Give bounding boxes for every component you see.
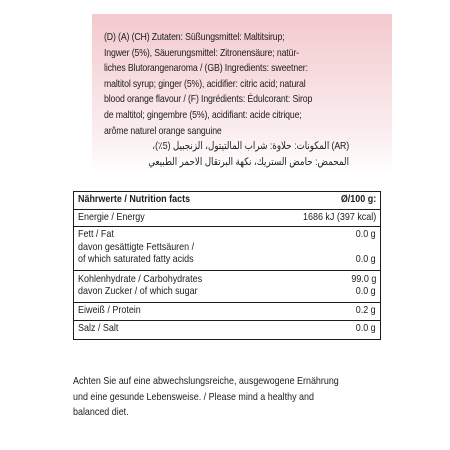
nutrition-line	[74, 286, 380, 299]
nutrition-line	[74, 242, 380, 255]
nutrition-row	[74, 320, 380, 339]
nutrient-label: Kohlenhydrate / Carbohydrates	[78, 273, 203, 285]
nutrition-line	[74, 305, 380, 318]
ingredients-line: maltitol syrup; ginger (5%), acidifier: citric acid; natural	[104, 78, 306, 90]
diet-advice-line: und eine gesunde Lebensweise. / Please mind a healthy and	[73, 391, 314, 403]
nutrition-line	[74, 194, 380, 207]
ingredients-line: blood orange flavour / (F) Ingrédients: Édulcorant: Sirop	[104, 94, 313, 106]
nutrition-line	[74, 212, 380, 225]
nutrition-row	[74, 270, 380, 302]
ingredients-block	[104, 30, 349, 170]
nutrition-row	[74, 209, 380, 227]
nutrition-table	[73, 191, 381, 340]
nutrition-line	[74, 323, 380, 336]
nutrient-value: 99.0 g	[351, 273, 376, 285]
nutrient-value: Ø/100 g:	[340, 194, 376, 205]
nutrition-row	[74, 226, 380, 270]
nutrient-label: Salz / Salt	[78, 323, 119, 334]
ingredients-line: Ingwer (5%), Säuerungsmittel: Zitronensäure; natür-	[104, 47, 299, 59]
ingredients-line: (D) (A) (CH) Zutaten: Süßungsmittel: Maltitsirup;	[104, 32, 285, 43]
nutrient-label: of which saturated fatty acids	[78, 254, 194, 265]
nutrient-label: davon Zucker / of which sugar	[78, 286, 198, 297]
diet-advice-line: balanced diet.	[73, 407, 129, 418]
ingredients-line: de maltitol; gingembre (5%), acidifiant: acide citrique;	[104, 109, 302, 121]
nutrient-value: 0.0 g	[356, 286, 376, 297]
ingredients-line-arabic: (AR) المكونات: حلاوة: شراب المالتيتول، الزنجبيل (5٪)،	[152, 141, 349, 153]
nutrient-label: Energie / Energy	[78, 211, 145, 223]
ingredients-line: arôme naturel orange sanguine	[104, 125, 222, 137]
nutrient-label: Eiweiß / Protein	[78, 304, 141, 316]
diet-advice-note	[73, 374, 385, 421]
nutrient-label: davon gesättigte Fettsäuren /	[78, 241, 195, 253]
ingredients-line: liches Blutorangenaroma / (GB) Ingredients: sweetner:	[104, 63, 308, 75]
diet-advice-line: Achten Sie auf eine abwechslungsreiche, ausgewogene Ernährung	[73, 376, 339, 387]
nutrition-line	[74, 254, 380, 267]
nutrition-line	[74, 229, 380, 242]
nutrient-value: 0.0 g	[356, 323, 376, 334]
nutrition-line	[74, 274, 380, 287]
nutrient-value: 0.2 g	[356, 304, 376, 316]
ingredients-line-arabic: المحمض: حامض الستريك، نكهة البرتقال الاحمر الطبيعي	[148, 156, 349, 168]
nutrient-value: 0.0 g	[356, 229, 376, 240]
nutrient-value: 0.0 g	[356, 254, 376, 265]
nutrition-row	[74, 302, 380, 321]
nutrient-label: Fett / Fat	[78, 229, 114, 240]
nutrition-header-row	[74, 192, 380, 209]
nutrient-label: Nährwerte / Nutrition facts	[78, 194, 191, 205]
nutrient-value: 1686 kJ (397 kcal)	[302, 211, 376, 223]
